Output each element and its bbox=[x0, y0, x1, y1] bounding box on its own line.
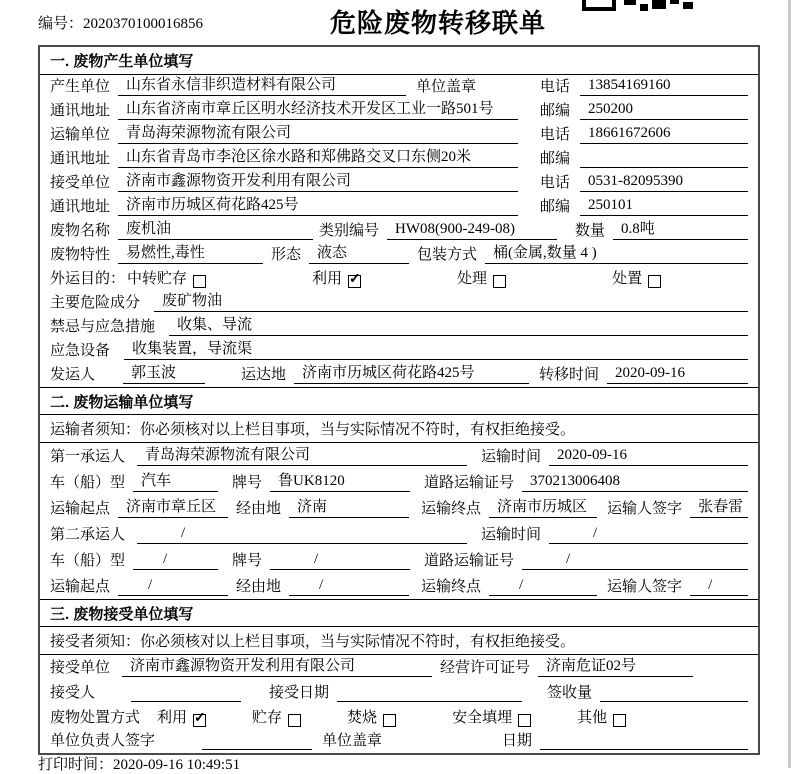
section2-header: 二. 废物运输单位填写 bbox=[40, 387, 758, 415]
via-value: 济南 bbox=[289, 499, 409, 518]
transport-time-label: 运输时间 bbox=[481, 527, 542, 543]
unit-seal-label: 单位盖章 bbox=[322, 733, 383, 749]
transfer-date-value: 2020-09-16 bbox=[607, 365, 748, 384]
carrier-sign-label: 运输人签字 bbox=[607, 579, 683, 595]
destination-value: 济南市历城区荷花路425号 bbox=[294, 365, 529, 384]
accept-unit-value: 济南市鑫源物资开发利用有限公司 bbox=[122, 658, 432, 677]
storage-checkbox bbox=[288, 714, 301, 727]
vehicle2-row bbox=[40, 547, 758, 573]
reuse-checkbox bbox=[193, 714, 206, 727]
incineration-checkbox bbox=[383, 714, 396, 727]
purpose-option-reuse: 利用 ✓ bbox=[312, 270, 361, 288]
transport-unit-value: 青岛海荣源物流有限公司 bbox=[118, 125, 518, 144]
measures-value: 收集、导流 bbox=[169, 317, 748, 336]
accept-person-label: 接受人 bbox=[50, 685, 96, 701]
serial-number bbox=[38, 12, 203, 33]
plate2-value: / bbox=[270, 551, 410, 570]
transport-phone-value: 18661672606 bbox=[580, 125, 748, 144]
quantity-label: 数量 bbox=[575, 223, 606, 239]
head-signature-value bbox=[202, 732, 312, 750]
license-label: 经营许可证号 bbox=[440, 660, 531, 676]
zip-label: 邮编 bbox=[539, 199, 570, 215]
shipper-value: 郭玉波 bbox=[123, 365, 205, 384]
hazard-component-row bbox=[40, 291, 758, 315]
accept-date-label: 接受日期 bbox=[269, 685, 330, 701]
transport-time-label: 运输时间 bbox=[481, 449, 542, 465]
disposal-method-row bbox=[40, 705, 758, 730]
producer-phone-value: 13854169160 bbox=[580, 77, 748, 96]
address-label: 通讯地址 bbox=[50, 103, 111, 119]
transport-time2-value: / bbox=[549, 525, 748, 544]
receiver-value: 济南市鑫源物资开发利用有限公司 bbox=[118, 173, 518, 192]
shipper-label: 发运人 bbox=[50, 367, 96, 383]
hazard-label: 主要危险成分 bbox=[50, 295, 141, 311]
equipment-value: 收集装置，导流渠 bbox=[124, 341, 748, 360]
disposal-option-storage: 贮存 bbox=[252, 709, 301, 727]
plate-value: 鲁UK8120 bbox=[270, 473, 410, 492]
print-time bbox=[38, 753, 240, 774]
origin2-value: / bbox=[118, 577, 228, 596]
receiver-address-row bbox=[40, 195, 758, 219]
quantity-value: 0.8吨 bbox=[613, 221, 748, 240]
packing-value: 桶(金属,数量 4 ) bbox=[485, 245, 748, 264]
carrier-sign-label: 运输人签字 bbox=[607, 501, 683, 517]
disposal-checkbox bbox=[648, 275, 661, 288]
route1-row bbox=[40, 495, 758, 521]
phone-label: 电话 bbox=[539, 79, 570, 95]
purpose-label: 外运目的： bbox=[50, 271, 126, 287]
purpose-option-treatment: 处理 bbox=[457, 270, 506, 288]
vehicle-type-value: 汽车 bbox=[133, 473, 218, 492]
print-time-value: 2020-09-16 10:49:51 bbox=[113, 757, 241, 773]
address-label: 通讯地址 bbox=[50, 151, 111, 167]
print-time-label: 打印时间： bbox=[38, 757, 114, 773]
waste-traits-row bbox=[40, 243, 758, 267]
purpose-option-storage: 中转贮存 bbox=[127, 270, 206, 288]
via-label: 经由地 bbox=[236, 501, 282, 517]
serial-label: 编号： bbox=[38, 16, 84, 32]
page-title: 危险废物转移联单 bbox=[330, 8, 547, 38]
emergency-measures-row bbox=[40, 315, 758, 339]
producer-zip-value: 250200 bbox=[580, 101, 748, 120]
receiver-address-value: 济南市历城区荷花路425号 bbox=[118, 197, 518, 216]
transfer-date-label: 转移时间 bbox=[539, 367, 600, 383]
road-permit2-value: / bbox=[522, 551, 748, 570]
hazard-value: 废矿物油 bbox=[154, 293, 748, 312]
origin-label: 运输起点 bbox=[50, 501, 111, 517]
producer-value: 山东省永信非织造材料有限公司 bbox=[118, 77, 406, 96]
first-carrier-label: 第一承运人 bbox=[50, 449, 126, 465]
producer-label: 产生单位 bbox=[50, 79, 111, 95]
manifest-form bbox=[38, 45, 760, 755]
serial-value: 2020370100016856 bbox=[83, 16, 204, 32]
date-value bbox=[540, 732, 748, 750]
transport-time-value: 2020-09-16 bbox=[549, 447, 748, 466]
purpose-option-disposal: 处置 bbox=[612, 270, 661, 288]
landfill-checkbox bbox=[518, 714, 531, 727]
plate-label: 牌号 bbox=[232, 553, 263, 569]
category-label: 类别编号 bbox=[319, 223, 380, 239]
transport-unit-label: 运输单位 bbox=[50, 127, 111, 143]
origin-value: 济南市章丘区 bbox=[118, 499, 228, 518]
carrier-sign2-value: / bbox=[690, 577, 748, 596]
accept-unit-row bbox=[40, 655, 758, 680]
transfer-purpose-row bbox=[40, 267, 758, 291]
head-signature-label: 单位负责人签字 bbox=[50, 733, 156, 749]
endpoint2-value: / bbox=[489, 577, 597, 596]
form-label: 形态 bbox=[271, 247, 302, 263]
second-carrier-row bbox=[40, 521, 758, 547]
head-signature-row bbox=[40, 730, 758, 753]
packing-label: 包装方式 bbox=[417, 247, 478, 263]
license-value: 济南危证02号 bbox=[538, 658, 693, 677]
received-amount-value bbox=[600, 684, 748, 702]
waste-name-row bbox=[40, 219, 758, 243]
address-label: 通讯地址 bbox=[50, 199, 111, 215]
form-value: 液态 bbox=[309, 245, 409, 264]
accept-person-value bbox=[131, 684, 241, 702]
route2-row bbox=[40, 573, 758, 599]
category-value: HW08(900-249-08) bbox=[387, 221, 557, 240]
vehicle-type2-value: / bbox=[133, 551, 218, 570]
second-carrier-label: 第二承运人 bbox=[50, 527, 126, 543]
origin-label: 运输起点 bbox=[50, 579, 111, 595]
phone-label: 电话 bbox=[539, 127, 570, 143]
disposal-option-landfill: 安全填埋 bbox=[452, 709, 531, 727]
page-edge-line bbox=[788, 0, 791, 768]
producer-address-row bbox=[40, 99, 758, 123]
vehicle-type-label: 车（船）型 bbox=[50, 553, 126, 569]
vehicle1-row bbox=[40, 469, 758, 495]
receiver-label: 接受单位 bbox=[50, 175, 111, 191]
date-label: 日期 bbox=[502, 733, 533, 749]
equipment-label: 应急设备 bbox=[50, 343, 111, 359]
road-permit-label: 道路运输证号 bbox=[424, 475, 515, 491]
producer-row bbox=[40, 75, 758, 99]
traits-label: 废物特性 bbox=[50, 247, 111, 263]
first-carrier-row bbox=[40, 443, 758, 469]
emergency-equipment-row bbox=[40, 339, 758, 363]
transport-address-value: 山东省青岛市李沧区徐水路和郑佛路交叉口东侧20米 bbox=[118, 149, 518, 168]
via2-value: / bbox=[289, 577, 409, 596]
treatment-checkbox bbox=[493, 275, 506, 288]
received-amount-label: 签收量 bbox=[547, 685, 593, 701]
via-label: 经由地 bbox=[236, 579, 282, 595]
disposal-method-label: 废物处置方式 bbox=[50, 710, 141, 726]
traits-value: 易燃性,毒性 bbox=[118, 245, 263, 264]
zip-label: 邮编 bbox=[539, 103, 570, 119]
destination-label: 运达地 bbox=[241, 367, 287, 383]
unit-seal-label: 单位盖章 bbox=[416, 79, 477, 95]
receiver-row bbox=[40, 171, 758, 195]
endpoint-value: 济南市历城区 bbox=[489, 499, 597, 518]
second-carrier-value: / bbox=[137, 525, 467, 544]
section1-header: 一. 废物产生单位填写 bbox=[40, 47, 758, 75]
other-checkbox bbox=[613, 714, 626, 727]
disposal-option-incineration: 焚烧 bbox=[347, 709, 396, 727]
accept-unit-label: 接受单位 bbox=[50, 660, 111, 676]
disposal-option-reuse: 利用 ✓ bbox=[157, 709, 206, 727]
phone-label: 电话 bbox=[539, 175, 570, 191]
transport-unit-row bbox=[40, 123, 758, 147]
qr-code-fragment bbox=[582, 0, 702, 11]
reuse-checkbox bbox=[348, 275, 361, 288]
waste-name-label: 废物名称 bbox=[50, 223, 111, 239]
zip-label: 邮编 bbox=[539, 151, 570, 167]
producer-address-value: 山东省济南市章丘区明水经济技术开发区工业一路501号 bbox=[118, 101, 518, 120]
road-permit-value: 370213006408 bbox=[522, 473, 748, 492]
first-carrier-value: 青岛海荣源物流有限公司 bbox=[137, 447, 467, 466]
section3-header: 三. 废物接受单位填写 bbox=[40, 599, 758, 627]
carrier-sign-value: 张春雷 bbox=[690, 499, 748, 518]
transport-zip-value bbox=[580, 150, 748, 168]
receiver-phone-value: 0531-82095390 bbox=[580, 173, 748, 192]
storage-checkbox bbox=[193, 275, 206, 288]
plate-label: 牌号 bbox=[232, 475, 263, 491]
measures-label: 禁忌与应急措施 bbox=[50, 319, 156, 335]
receiver-zip-value: 250101 bbox=[580, 197, 748, 216]
receiver-notice: 接受者须知：你必须核对以上栏目事项，当与实际情况不符时，有权拒绝接受。 bbox=[40, 627, 758, 655]
waste-name-value: 废机油 bbox=[118, 221, 313, 240]
accept-date-value bbox=[337, 684, 522, 702]
shipper-row bbox=[40, 363, 758, 387]
road-permit-label: 道路运输证号 bbox=[424, 553, 515, 569]
vehicle-type-label: 车（船）型 bbox=[50, 475, 126, 491]
accept-person-row bbox=[40, 680, 758, 705]
transport-address-row bbox=[40, 147, 758, 171]
endpoint-label: 运输终点 bbox=[421, 579, 482, 595]
disposal-option-other: 其他 bbox=[577, 709, 626, 727]
transporter-notice: 运输者须知：你必须核对以上栏目事项，当与实际情况不符时，有权拒绝接受。 bbox=[40, 415, 758, 443]
endpoint-label: 运输终点 bbox=[421, 501, 482, 517]
